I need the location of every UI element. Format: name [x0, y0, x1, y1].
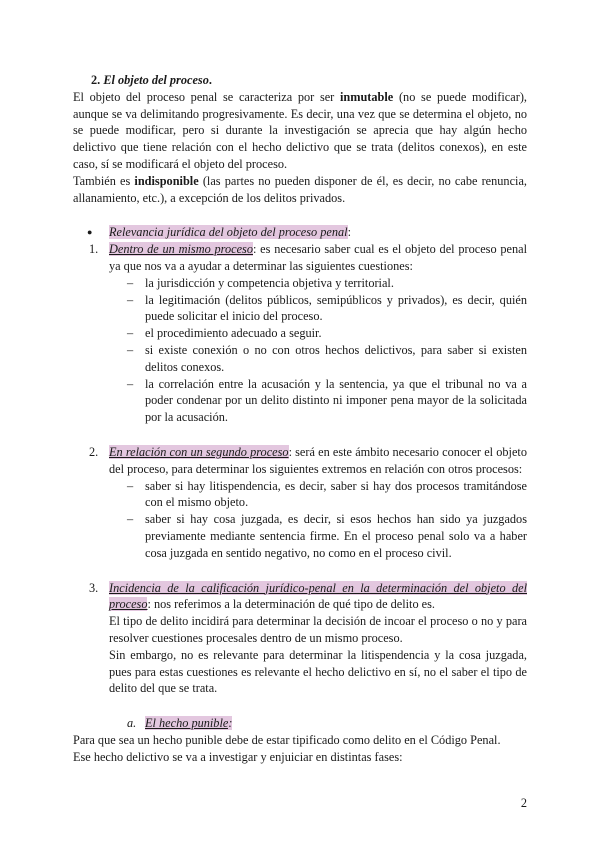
section-number: 2.: [91, 73, 101, 87]
item-2: [73, 444, 527, 478]
item-3-paragraph-3: Sin embargo, no es relevante para determinar la litispendencia y la cosa juzgada, pues para estas cuestiones es relevante el hecho delictivo en sí, no el saber el tipo de delito del que se trata.: [109, 647, 527, 696]
list-item: – el procedimiento adecuado a seguir.: [127, 326, 322, 341]
item-2-text: : será en este ámbito necesario conocer el objeto del proceso, para determinar los siguientes extremos en relación con otros procesos:: [109, 444, 527, 476]
item-1-label: Dentro de un mismo proceso: [109, 242, 253, 257]
list-item: – la legitimación (delitos públicos, semipúblicos y privados), es decir, quién puede solicitar el inicio del proceso.: [127, 292, 527, 324]
sub-a-marker: a.: [127, 716, 137, 731]
item-2-label: En relación con un segundo proceso: [109, 444, 289, 459]
intro-paragraph-1: [73, 89, 527, 173]
section-title-end: .: [208, 73, 212, 87]
item-1-number: 1.: [89, 242, 99, 257]
relevancia-heading: [73, 224, 527, 241]
document-page: [73, 72, 527, 765]
item-2-number: 2.: [89, 444, 99, 459]
item-3-number: 3.: [89, 580, 99, 595]
item-3-paragraph-2: El tipo de delito incidirá para determinar la decisión de incoar el proceso o no y para resolver cuestiones procesales dentro de un mismo proceso.: [109, 614, 527, 645]
list-item: – la correlación entre la acusación y la sentencia, ya que el tribunal no va a poder condenar por un delito distinto ni imponer pena mayor de la solicitada por la acusación.: [127, 376, 527, 425]
intro-p1-text-b: (no se puede modificar), aunque se va delimitando progresivamente. Es decir, una vez que se determina el objeto, no se puede modificar, pero si durante la investigación se aprecia que hay algún hecho delictivo que tiene relación con el hecho delictivo que se trata (delitos conexos), en este caso, sí se modificará el objeto del proceso.: [73, 89, 527, 171]
bullet-marker: ●: [87, 227, 93, 238]
intro-p1-text-a: El objeto del proceso penal se caracteriza por ser: [73, 89, 340, 104]
sub-a-label: El hecho punible: [145, 716, 229, 731]
list-item: – si existe conexión o no con otros hechos delictivos, para saber si existen delitos conexos.: [127, 342, 527, 374]
intro-p2-bold: indisponible: [134, 173, 199, 188]
relevancia-end: :: [347, 225, 352, 240]
item-2-dash-list: [73, 478, 527, 562]
intro-p2-text-a: También es: [73, 173, 135, 188]
sub-a-heading: [73, 715, 527, 732]
section-title: El objeto del proceso: [103, 73, 209, 87]
item-1-dash-list: [73, 275, 527, 426]
list-item: – saber si hay cosa juzgada, es decir, si esos hechos han sido ya juzgados previamente mediante sentencia firme. En el proceso penal solo va a haber cosa juzgada en sentido negativo, no como en el proceso civil.: [127, 512, 527, 560]
page-number: 2: [520, 796, 527, 810]
intro-p1-bold: inmutable: [339, 89, 394, 104]
item-1-text: : es necesario saber cual es el objeto del proceso penal ya que nos va a ayudar a determinar las siguientes cuestiones:: [109, 242, 527, 273]
intro-paragraph-2: [73, 173, 527, 207]
item-1: [73, 241, 527, 275]
item-3-text: : nos referimos a la determinación de qué tipo de delito es.: [147, 597, 436, 612]
item-3: [73, 580, 527, 698]
list-item: – la jurisdicción y competencia objetiva y territorial.: [127, 275, 394, 290]
closing-paragraph-2: Ese hecho delictivo se va a investigar y enjuiciar en distintas fases:: [73, 749, 403, 764]
item-3-label: Incidencia de la calificación jurídico-penal en la determinación del objeto del proceso: [109, 580, 527, 612]
sub-a-end: :: [228, 716, 233, 731]
relevancia-label: Relevancia jurídica del objeto del proceso penal: [109, 225, 348, 240]
list-item: – saber si hay litispendencia, es decir, saber si hay dos procesos tramitándose con el mismo objeto.: [127, 478, 527, 510]
section-heading: [73, 72, 527, 89]
closing-paragraph-1: Para que sea un hecho punible debe de estar tipificado como delito en el Código Penal.: [73, 732, 501, 747]
intro-p2-text-b: (las partes no pueden disponer de él, es decir, no cabe renuncia, allanamiento, etc.), a excepción de los delitos privados.: [73, 173, 527, 205]
